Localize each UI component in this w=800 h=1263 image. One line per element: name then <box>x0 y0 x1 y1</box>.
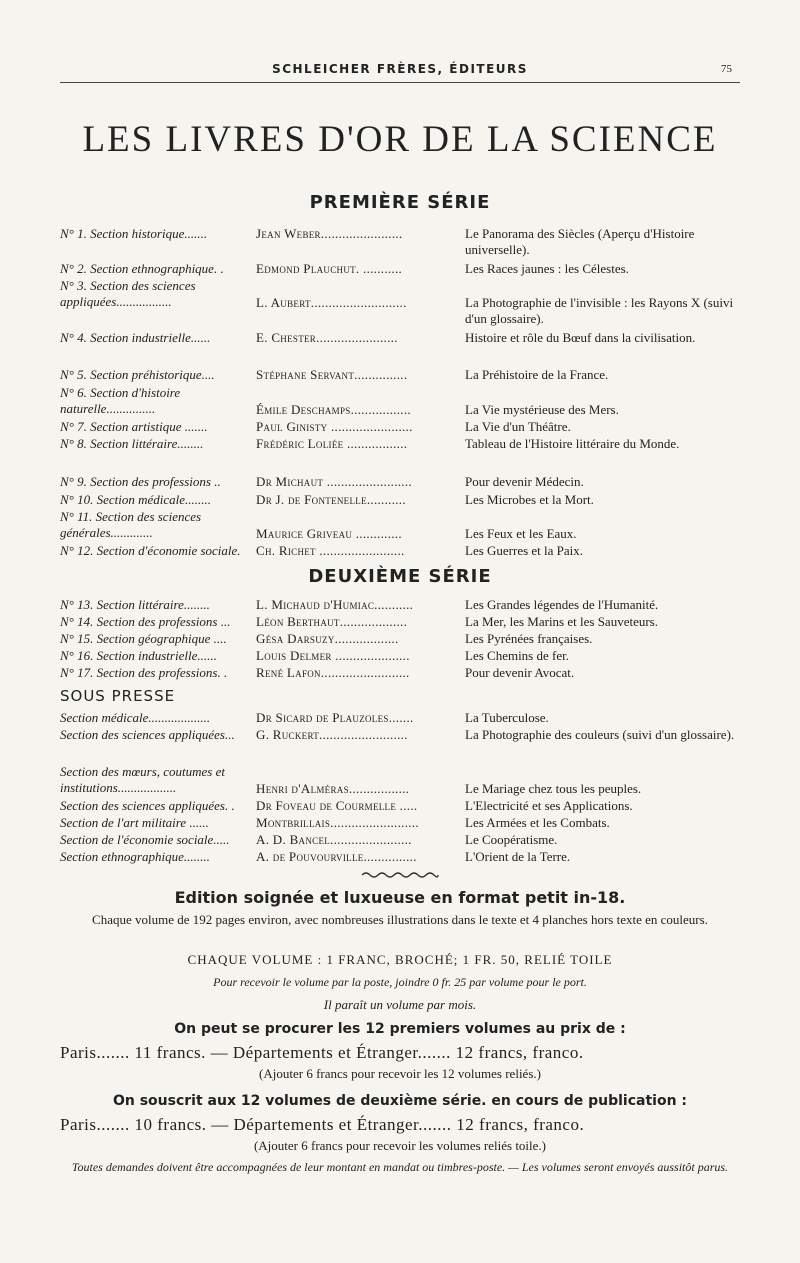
entry-section: Section médicale................... <box>60 710 211 725</box>
entry-title: Histoire et rôle du Bœuf dans la civilisation. <box>465 330 696 345</box>
offer-2-headline: On souscrit aux 12 volumes de deuxième série. en cours de publication : <box>112 1093 688 1109</box>
entry-section: Section de l'économie sociale..... <box>60 832 230 847</box>
entry-author: L. Michaud d'Humiac........... <box>256 597 414 612</box>
entry-section: N° 17. Section des professions. . <box>60 665 228 680</box>
entry-author: Ch. Richet ........................ <box>256 543 405 558</box>
entry-title: La Vie mystérieuse des Mers. <box>465 402 619 417</box>
entry-title: Pour devenir Médecin. <box>465 474 584 489</box>
offer-1-note: (Ajouter 6 francs pour recevoir les 12 volumes reliés.) <box>259 1066 541 1081</box>
offer-1-headline: On peut se procurer les 12 premiers volumes au prix de : <box>174 1021 626 1037</box>
entry-section: N° 4. Section industrielle...... <box>60 330 211 345</box>
entry-author: Frédéric Loliée ................. <box>256 436 408 451</box>
entry-section: N° 3. Section des sciences appliquées................. <box>60 278 196 309</box>
offer-2-note: (Ajouter 6 francs pour recevoir les volumes reliés toile.) <box>253 1138 547 1153</box>
entry-section: Section de l'art militaire ...... <box>60 815 209 830</box>
entry-section: N° 16. Section industrielle...... <box>60 648 217 663</box>
entry-section: N° 8. Section littéraire........ <box>60 436 204 451</box>
entry-author: Louis Delmer ..................... <box>256 648 410 663</box>
entry-title: Le Panorama des Siècles (Aperçu d'Histoire universelle). <box>465 226 695 257</box>
series-1-title: PREMIÈRE SÉRIE <box>309 192 491 213</box>
entry-title: Le Coopératisme. <box>465 832 558 847</box>
sous-presse-title: SOUS PRESSE <box>60 687 176 705</box>
entry-title: Les Feux et les Eaux. <box>465 526 577 541</box>
edition-headline: Edition soignée et luxueuse en format petit in-18. <box>174 888 626 907</box>
monthly-note: Il paraît un volume par mois. <box>323 997 477 1012</box>
entry-title: Les Grandes légendes de l'Humanité. <box>465 597 659 612</box>
entry-author: Paul Ginisty ....................... <box>256 419 413 434</box>
entry-title: Les Guerres et la Paix. <box>465 543 584 558</box>
entry-author: Gésa Darsuzy.................. <box>256 631 399 646</box>
entry-author: A. de Pouvourville............... <box>256 849 417 864</box>
entry-title: L'Orient de la Terre. <box>465 849 571 864</box>
entry-title: Le Mariage chez tous les peuples. <box>465 781 642 796</box>
entry-section: N° 7. Section artistique ....... <box>60 419 208 434</box>
entry-section: Section des mœurs, coutumes et institutions.................. <box>60 764 226 795</box>
entry-author: René Lafon......................... <box>256 665 410 680</box>
entry-section: N° 2. Section ethnographique. . <box>60 261 224 276</box>
entry-title: Les Microbes et la Mort. <box>465 492 594 507</box>
entry-title: Les Races jaunes : les Célestes. <box>465 261 629 276</box>
entry-section: N° 13. Section littéraire........ <box>60 597 210 612</box>
entry-title: La Photographie de l'invisible : les Rayons X (suivi d'un glossaire). <box>465 295 734 326</box>
entry-title: La Mer, les Marins et les Sauveteurs. <box>465 614 658 629</box>
entry-author: Jean Weber....................... <box>256 226 403 241</box>
entry-author: G. Ruckert......................... <box>256 727 408 742</box>
entry-section: N° 12. Section d'économie sociale. <box>60 543 241 558</box>
entry-section: N° 14. Section des professions ... <box>60 614 231 629</box>
entry-title: La Préhistoire de la France. <box>465 367 609 382</box>
entry-title: La Vie d'un Théâtre. <box>465 419 571 434</box>
wavy-divider-ornament <box>360 870 440 880</box>
entry-author: Dr Foveau de Courmelle ..... <box>256 798 418 813</box>
entry-section: N° 6. Section d'histoire naturelle............... <box>60 385 181 416</box>
entry-section: N° 10. Section médicale........ <box>60 492 212 507</box>
entry-section: N° 5. Section préhistorique.... <box>60 367 215 382</box>
running-header <box>60 62 740 82</box>
entry-title: Pour devenir Avocat. <box>465 665 575 680</box>
entry-section: N° 9. Section des professions .. <box>60 474 221 489</box>
entry-author: A. D. Bancel....................... <box>256 832 412 847</box>
header-rule <box>60 82 740 83</box>
entry-title: Tableau de l'Histoire littéraire du Monde. <box>465 436 680 451</box>
entry-title: La Photographie des couleurs (suivi d'un glossaire). <box>465 727 735 742</box>
entry-author: E. Chester....................... <box>256 330 398 345</box>
entry-section: N° 11. Section des sciences générales............. <box>60 509 202 540</box>
entry-author: Stéphane Servant............... <box>256 367 408 382</box>
entry-author: Léon Berthaut................... <box>256 614 408 629</box>
entry-author: Dr Sicard de Plauzoles....... <box>256 710 414 725</box>
entry-title: Les Armées et les Combats. <box>465 815 610 830</box>
entry-author: Edmond Plauchut. ........... <box>256 261 403 276</box>
entry-author: Émile Deschamps................. <box>256 402 411 417</box>
entry-section: Section des sciences appliquées... <box>60 727 235 742</box>
page-number: 75 <box>721 63 732 75</box>
postage-note: Pour recevoir le volume par la poste, joindre 0 fr. 25 par volume pour le port. <box>213 975 587 989</box>
entry-section: Section des sciences appliquées. . <box>60 798 235 813</box>
entry-title: L'Electricité et ses Applications. <box>465 798 633 813</box>
entry-author: Maurice Griveau ............. <box>256 526 402 541</box>
entry-author: Dr Michaut ........................ <box>256 474 412 489</box>
offer-2-price: Paris....... 10 francs. — Départements et Étranger....... 12 francs, franco. <box>60 1115 585 1134</box>
entry-section: N° 15. Section géographique .... <box>60 631 227 646</box>
offer-1-price: Paris....... 11 francs. — Départements et Étranger....... 12 francs, franco. <box>60 1043 584 1062</box>
entry-author: Montbrillais......................... <box>256 815 419 830</box>
entry-author: Dr J. de Fontenelle........... <box>256 492 406 507</box>
main-title: LES LIVRES D'OR DE LA SCIENCE <box>82 119 718 160</box>
entry-title: Les Pyrénées françaises. <box>465 631 593 646</box>
edition-description: Chaque volume de 192 pages environ, avec nombreuses illustrations dans le texte et 4 planches hors texte en couleurs. <box>92 912 708 927</box>
entry-title: La Tuberculose. <box>465 710 549 725</box>
entry-author: Henri d'Alméras................. <box>256 781 410 796</box>
entry-title: Les Chemins de fer. <box>465 648 569 663</box>
entry-section: N° 1. Section historique....... <box>60 226 208 241</box>
series-2-title: DEUXIÈME SÉRIE <box>308 566 492 587</box>
entry-section: Section ethnographique........ <box>60 849 210 864</box>
entry-author: L. Aubert........................... <box>256 295 407 310</box>
price-line: CHAQUE VOLUME : 1 FRANC, BROCHÉ; 1 FR. 50, RELIÉ TOILE <box>187 952 613 967</box>
publisher-header: SCHLEICHER FRÈRES, ÉDITEURS <box>272 62 528 76</box>
footer-note: Toutes demandes doivent être accompagnées de leur montant en mandat ou timbres-poste. — Les volumes seront envoyés aussitôt parus. <box>71 1160 729 1174</box>
